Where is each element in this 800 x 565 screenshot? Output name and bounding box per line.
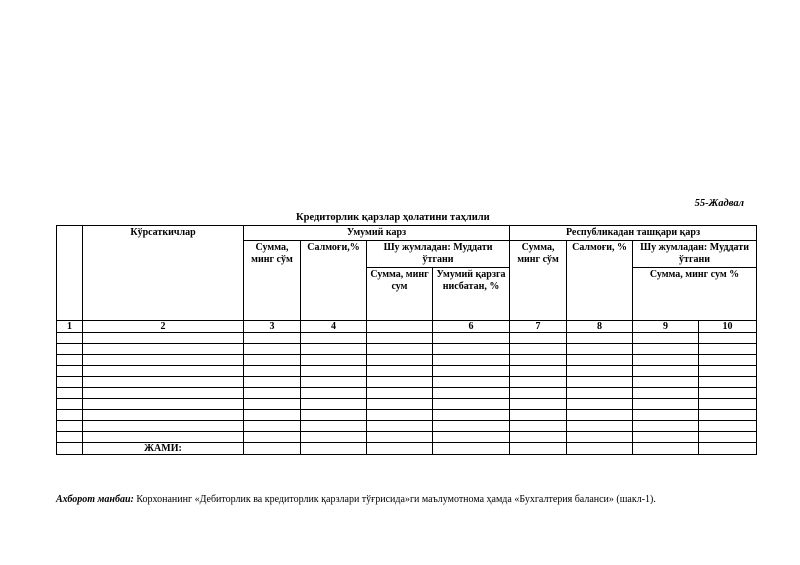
- table-row: [57, 377, 757, 388]
- table-title: Кредиторлик қарзлар ҳолатини таҳлили: [296, 212, 490, 223]
- header-overdue-foreign: Шу жумладан: Муддати ўтгани: [633, 241, 757, 268]
- column-number-row: [57, 321, 757, 333]
- table-row: [57, 388, 757, 399]
- col-num-8: 8: [567, 321, 633, 333]
- header-indicators: Кўрсаткичлар: [83, 226, 244, 321]
- header-overdue-foreign-sum: Сумма, минг сум %: [633, 268, 757, 321]
- table-row: [57, 410, 757, 421]
- total-label: ЖАМИ:: [83, 443, 244, 455]
- table-row: [57, 366, 757, 377]
- header-cell-blank: [57, 226, 83, 321]
- header-sum-foreign: Сумма, минг сўм: [510, 241, 567, 321]
- header-general-debt: Умумий карз: [244, 226, 510, 241]
- col-num-6: 6: [433, 321, 510, 333]
- table-row: [57, 432, 757, 443]
- col-num-5: [367, 321, 433, 333]
- col-num-9: 9: [633, 321, 699, 333]
- col-num-10: 10: [699, 321, 757, 333]
- total-row: [57, 443, 757, 455]
- table-number: 55-Жадвал: [694, 198, 744, 209]
- table-row: [57, 344, 757, 355]
- table-row: [57, 333, 757, 344]
- header-overdue-sum: Сумма, минг сум: [367, 268, 433, 321]
- header-share: Салмоғи,%: [301, 241, 367, 321]
- table-row: [57, 399, 757, 410]
- source-note: [56, 494, 776, 505]
- table-row: [57, 421, 757, 432]
- col-num-1: 1: [57, 321, 83, 333]
- analysis-table: [56, 225, 757, 455]
- header-share-foreign: Салмоғи, %: [567, 241, 633, 321]
- header-sum: Сумма, минг сўм: [244, 241, 301, 321]
- header-overdue-ratio: Умумий қарзга нисбатан, %: [433, 268, 510, 321]
- header-foreign-debt: Республикадан ташқари қарз: [510, 226, 757, 241]
- table-row: [57, 355, 757, 366]
- col-num-3: 3: [244, 321, 301, 333]
- col-num-7: 7: [510, 321, 567, 333]
- source-text: Корхонанинг «Дебиторлик ва кредиторлик қарзлари тўғрисида»ги маълумотнома ҳамда «Бухгалтерия баланси» (шакл-1).: [133, 494, 656, 505]
- header-row-1: [57, 226, 757, 241]
- col-num-4: 4: [301, 321, 367, 333]
- header-overdue: Шу жумладан: Муддати ўтгани: [367, 241, 510, 268]
- col-num-2: 2: [83, 321, 244, 333]
- source-label: Ахборот манбаи:: [56, 494, 134, 505]
